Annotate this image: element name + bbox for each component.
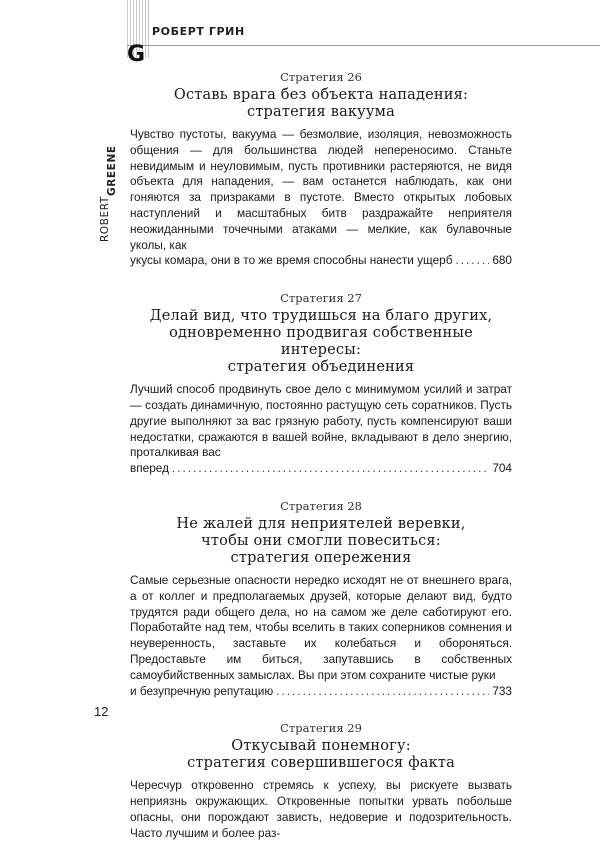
leader-text: вперед (130, 461, 169, 476)
toc-content (130, 70, 512, 864)
strategy-label: Стратегия 27 (280, 291, 362, 306)
toc-leader-line[interactable] (130, 461, 512, 477)
leader-dots (455, 253, 489, 269)
strategy-title-line: Откусывай понемногу: (231, 738, 411, 755)
author-first-name: ROBERT (99, 196, 111, 242)
strategy-description: Чересчур откровенно стремясь к успеху, вы рискуете вызвать неприязнь окружающих. Откровенные попытки урвать побольше опасны, они порождают зависть, недоверие и подозрительность. Часто лучшим и более раз- (130, 778, 512, 840)
strategy-entry (130, 721, 512, 841)
strategy-title (130, 308, 512, 376)
strategy-title-line: Не жалей для неприятелей веревки, (176, 515, 466, 532)
running-head: РОБЕРТ ГРИН (152, 25, 245, 38)
strategy-description: Лучший способ продвинуть свое дело с минимумом усилий и затрат — создать динамичную, постоянно растущую сеть соратников. Пусть другие выполняют за вас грязную работу, пусть компенсируют ваши недостатки, сражаются в вашей войне, вкладывают в дело энергию, проталкивая вас (130, 382, 512, 460)
series-logo: G (127, 42, 146, 67)
header-rule (127, 45, 600, 46)
strategy-title (130, 516, 512, 567)
strategy-title-line: чтобы они смогли повеситься: (201, 532, 441, 549)
strategy-title-line: стратегия опережения (230, 549, 412, 566)
strategy-title-line: одновременно продвигая собственные интересы: (169, 325, 473, 359)
page-reference: 680 (492, 253, 512, 268)
leader-dots (276, 684, 489, 700)
strategy-title-line: Делай вид, что трудишься на благо других, (149, 308, 493, 325)
strategy-label: Стратегия 28 (280, 498, 362, 513)
leader-text: и безупречную репутацию (130, 683, 274, 698)
strategy-label: Стратегия 26 (280, 70, 362, 84)
strategy-title-line: Оставь врага без объекта нападения: (173, 87, 469, 103)
strategy-title-line: стратегия объединения (227, 359, 415, 376)
leader-dots (172, 461, 489, 477)
page-reference: 733 (492, 683, 512, 698)
author-last-name: GREENE (106, 145, 118, 196)
page-number: 12 (94, 704, 109, 719)
toc-leader-line[interactable] (130, 253, 512, 269)
page-reference: 704 (492, 461, 512, 476)
strategy-entry (130, 499, 512, 699)
strategy-title-line: стратегия совершившегося факта (187, 755, 455, 772)
strategy-entry (130, 291, 512, 477)
strategy-label: Стратегия 29 (280, 721, 362, 736)
strategy-title-line: стратегия вакуума (247, 104, 395, 120)
strategy-description: Чувство пустоты, вакуума — безмолвие, изоляция, невозможность общения — для большинства людей непереносимо. Станьте невидимым и неуловимым, пусть противники растеряются, не видя объекта для нападения, — вам останется наблюдать, как они гоняются за призраками в пустоте. Вместо открытых лобовых наступлений и масштабных битв раздражайте неприятеля неожиданными точечными атаками — мелкие, как булавочные уколы, как (130, 127, 512, 252)
strategy-description: Самые серьезные опасности нередко исходят не от внешнего врага, а от коллег и предполагаемых друзей, которые делают вид, будто трудятся ради общего дела, но на самом же деле саботируют его. Поработайте над тем, чтобы вселить в таких соперников сомнения и неуверенность, заставьте их колебаться и обороняться. Предоставьте им биться, запутавшись в собственных самоубийственных замыслах. Вы при этом сохраните чистые руки (130, 572, 512, 682)
strategy-title (130, 738, 512, 772)
strategy-entry (130, 70, 512, 269)
leader-text: укусы комара, они в то же время способны нанести ущерб (130, 253, 453, 268)
toc-leader-line[interactable] (130, 684, 512, 700)
strategy-title (130, 87, 512, 121)
